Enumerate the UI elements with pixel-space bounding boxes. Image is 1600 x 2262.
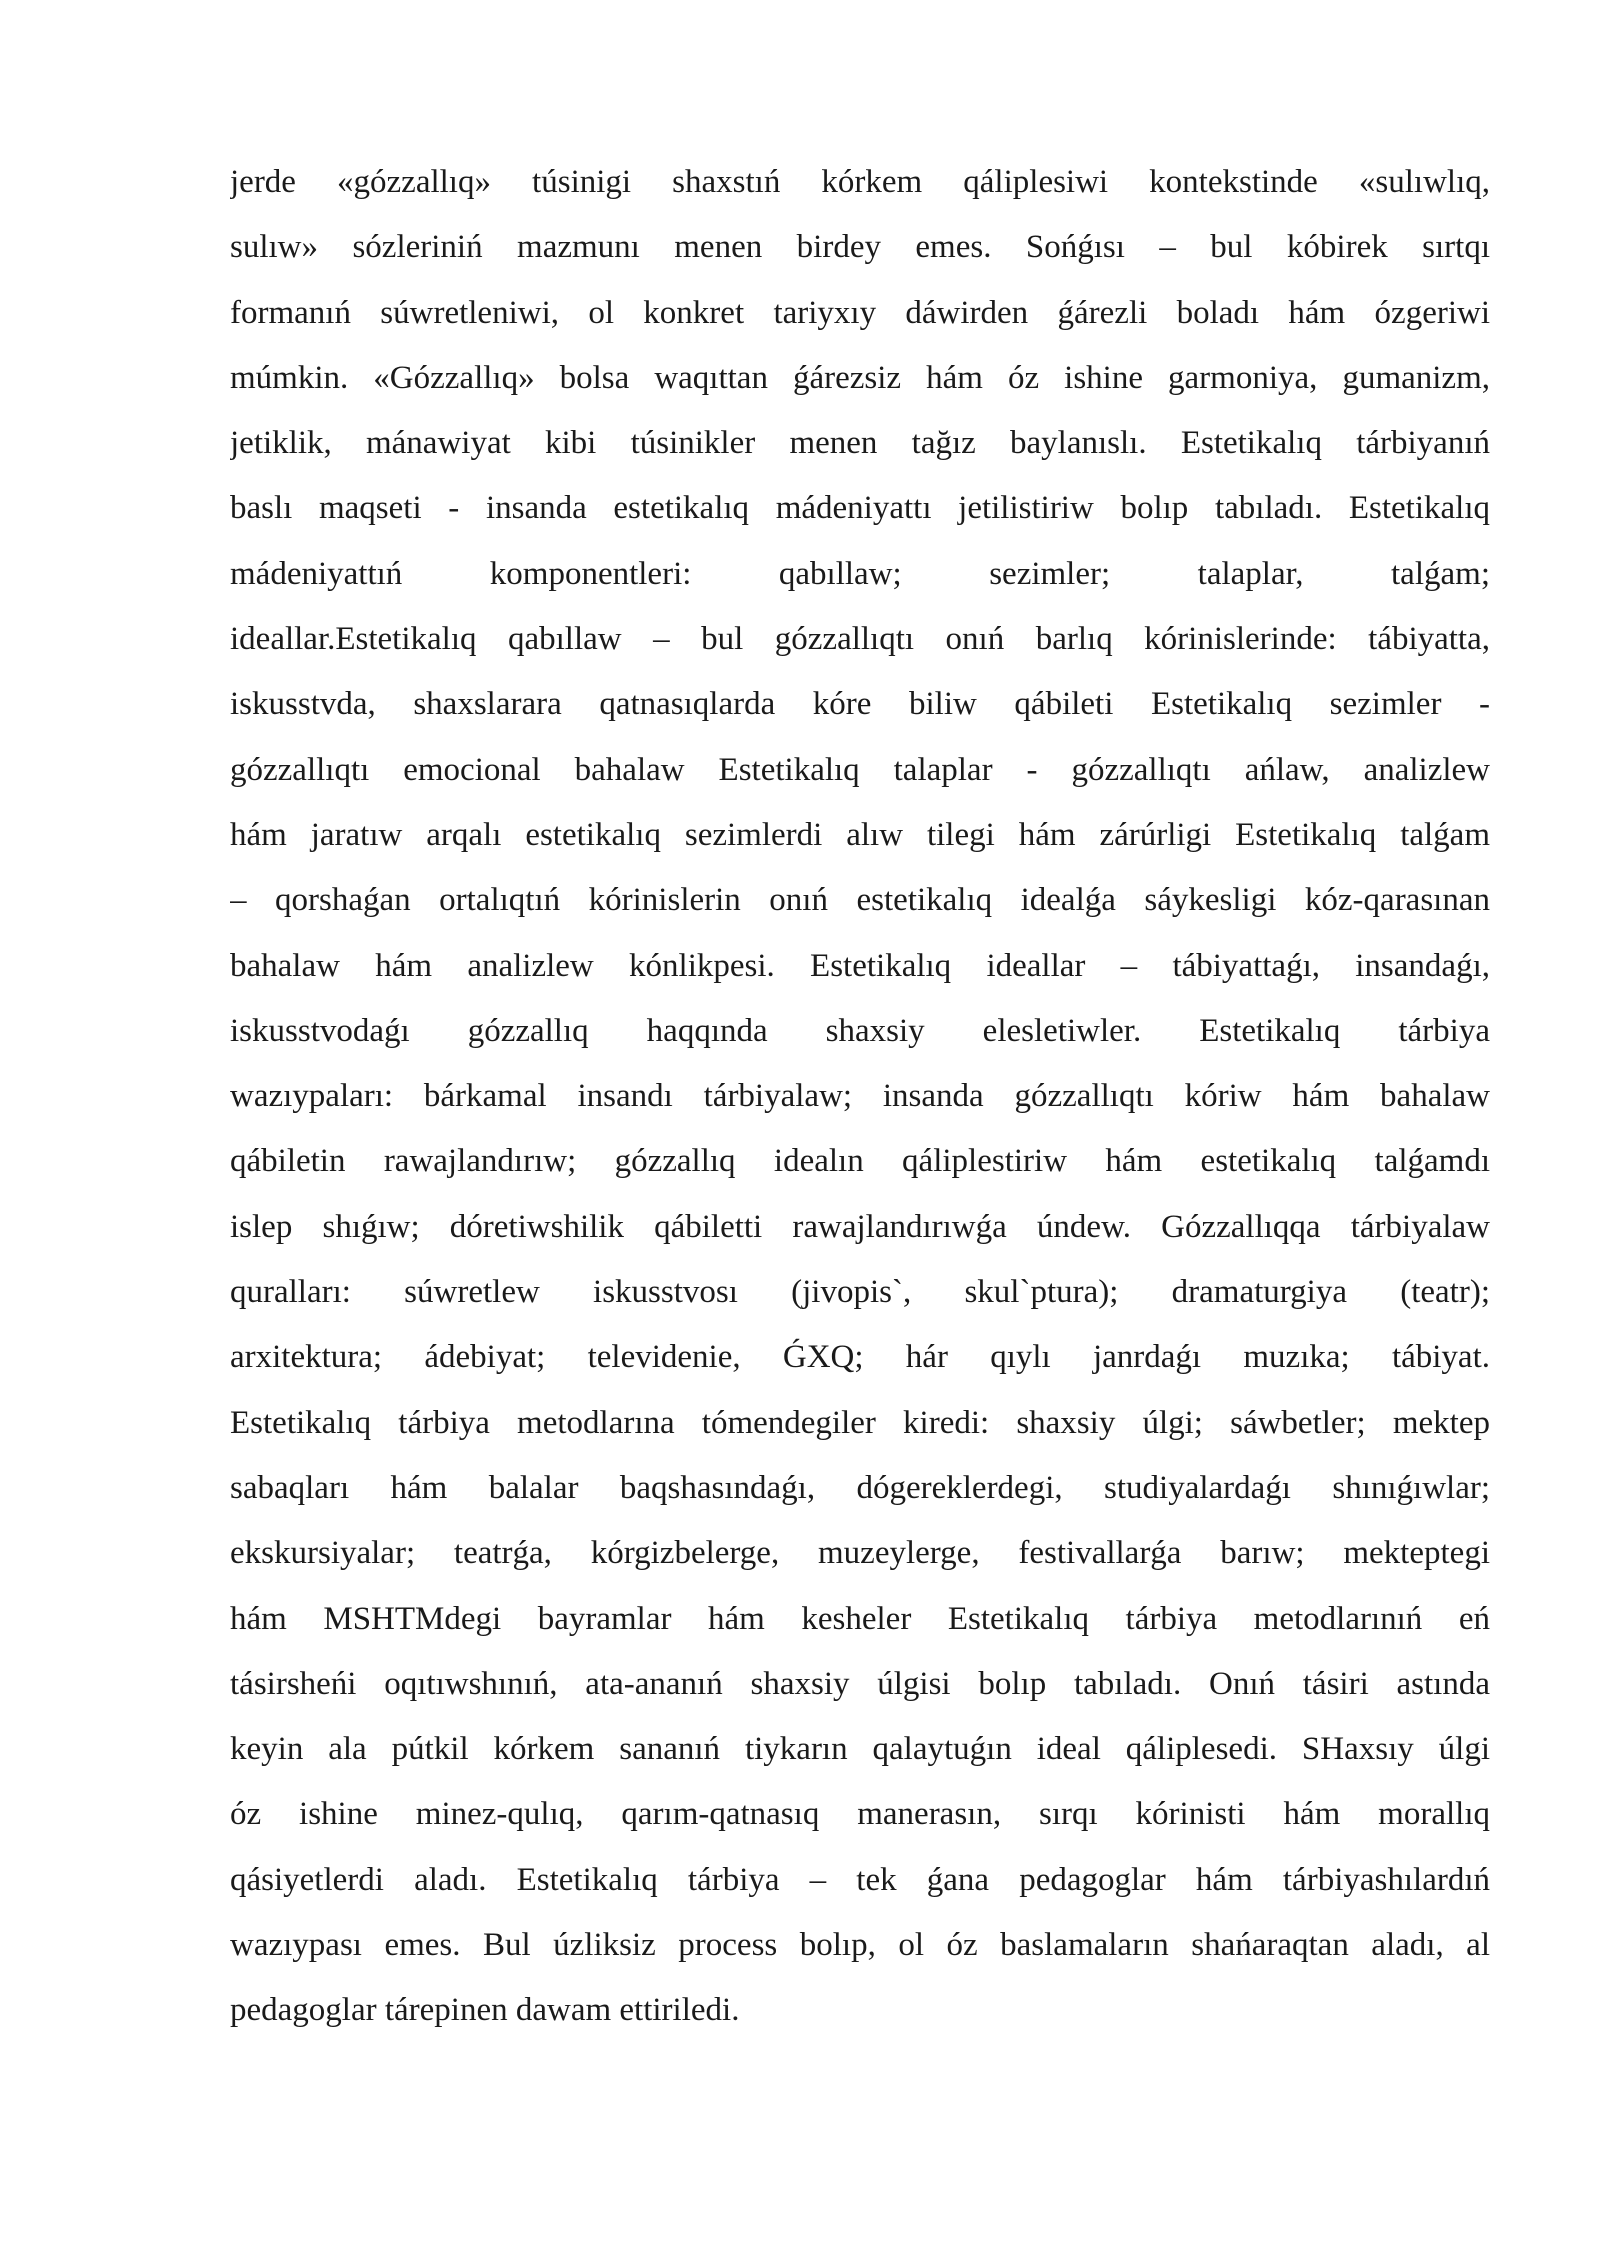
text-line: ekskursiyalar; teatrǵa, kórgizbelerge, muzeylerge, festivallarǵa barıw; mekteptegi <box>230 1535 1490 1572</box>
text-line: arxitektura; ádebiyat; televidenie, ǴXQ; hár qıylı janrdaǵı muzıka; tábiyat. <box>230 1339 1490 1376</box>
text-line: sabaqları hám balalar baqshasındaǵı, dógereklerdegi, studiyalardaǵı shınıǵıwlar; <box>230 1469 1490 1506</box>
text-line: qásiyetlerdi aladı. Estetikalıq tárbiya – tek ǵana pedagoglar hám tárbiyashılardıń <box>230 1861 1490 1898</box>
text-line: iskusstvda, shaxslarara qatnasıqlarda kóre biliw qábileti Estetikalıq sezimler - <box>230 686 1490 723</box>
text-line: múmkin. «Gózzallıq» bolsa waqıttan ǵárezsiz hám óz ishine garmoniya, gumanizm, <box>230 359 1490 396</box>
text-line: quralları: súwretlew iskusstvosı (jivopis`, skul`ptura); dramaturgiya (teatr); <box>230 1274 1490 1311</box>
text-line: iskusstvodaǵı gózzallıq haqqında shaxsiy elesletiwler. Estetikalıq tárbiya <box>230 1012 1490 1049</box>
text-line: tásirsheńi oqıtıwshınıń, ata-ananıń shaxsiy úlgisi bolıp tabıladı. Onıń tásiri astında <box>230 1665 1490 1702</box>
text-line: Estetikalıq tárbiya metodlarına tómendegiler kiredi: shaxsiy úlgi; sáwbetler; mektep <box>230 1404 1490 1441</box>
text-line: jetiklik, mánawiyat kibi túsinikler menen tağız baylanıslı. Estetikalıq tárbiyanıń <box>230 425 1490 462</box>
text-line: hám jaratıw arqalı estetikalıq sezimlerdi alıw tilegi hám zárúrligi Estetikalıq talǵam <box>230 816 1490 853</box>
text-line: wazıypaları: bárkamal insandı tárbiyalaw; insanda gózzallıqtı kóriw hám bahalaw <box>230 1078 1490 1115</box>
text-line: sulıw» sózleriniń mazmunı menen birdey emes. Sońǵısı – bul kóbirek sırtqı <box>230 229 1490 266</box>
text-line: hám MSHTMdegi bayramlar hám kesheler Estetikalıq tárbiya metodlarınıń eń <box>230 1600 1490 1637</box>
body-paragraph <box>230 150 1490 2044</box>
text-line: bahalaw hám analizlew kónlikpesi. Estetikalıq ideallar – tábiyattaǵı, insandaǵı, <box>230 947 1490 984</box>
text-line: formanıń súwretleniwi, ol konkret tariyxıy dáwirden ǵárezli boladı hám ózgeriwi <box>230 294 1490 331</box>
text-line: islep shıǵıw; dóretiwshilik qábiletti rawajlandırıwǵa úndew. Gózzallıqqa tárbiyalaw <box>230 1208 1490 1245</box>
text-line: qábiletin rawajlandırıw; gózzallıq idealın qáliplestiriw hám estetikalıq talǵamdı <box>230 1143 1490 1180</box>
text-line: jerde «gózzallıq» túsinigi shaxstıń kórkem qáliplesiwi kontekstinde «sulıwlıq, <box>230 164 1490 200</box>
text-line: – qorshaǵan ortalıqtıń kórinislerin onıń estetikalıq idealǵa sáykesligi kóz-qarasınan <box>230 882 1490 919</box>
text-line: gózzallıqtı emocional bahalaw Estetikalıq talaplar - gózzallıqtı ańlaw, analizlew <box>230 751 1490 788</box>
text-line: óz ishine minez-qulıq, qarım-qatnasıq manerasın, sırqı kórinisti hám morallıq <box>230 1796 1490 1833</box>
text-line: ideallar.Estetikalıq qabıllaw – bul gózzallıqtı onıń barlıq kórinislerinde: tábiyatta, <box>230 621 1490 658</box>
text-line: baslı maqseti - insanda estetikalıq mádeniyattı jetilistiriw bolıp tabıladı. Estetikalıq <box>230 490 1490 527</box>
text-line: pedagoglar tárepinen dawam ettiriledi. <box>230 1992 740 2029</box>
text-line: wazıypası emes. Bul úzliksiz process bolıp, ol óz baslamaların shańaraqtan aladı, al <box>230 1927 1490 1964</box>
text-line: mádeniyattıń komponentleri: qabıllaw; sezimler; talaplar, talǵam; <box>230 555 1490 592</box>
text-line: keyin ala pútkil kórkem sananıń tiykarın qalaytuǵın ideal qáliplesedi. SHaxsıy úlgi <box>230 1731 1490 1768</box>
